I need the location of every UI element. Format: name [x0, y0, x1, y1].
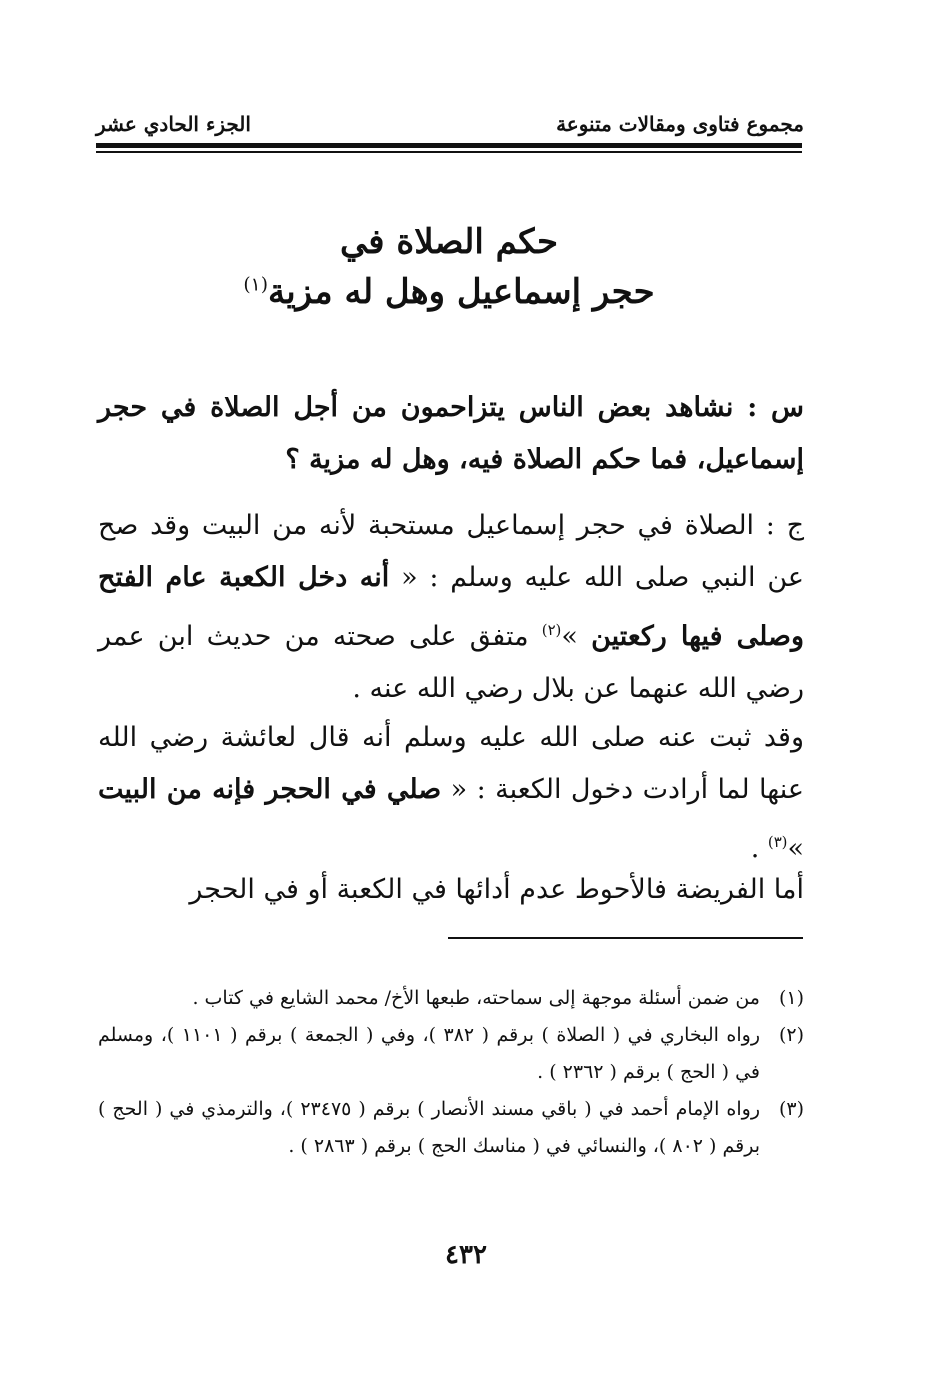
answer-1-footnote-ref: (٢)	[541, 621, 562, 639]
footnote-number: (٣)	[778, 1098, 804, 1120]
footnote-item	[98, 1017, 804, 1091]
footnote-text: من ضمن أسئلة موجهة إلى سماحته، طبعها الأخ/ محمد الشايع في كتاب .	[192, 987, 760, 1009]
answer-paragraph-3: أما الفريضة فالأحوط عدم أدائها في الكعبة أو في الحجر	[189, 874, 804, 905]
title-line-1: حكم الصلاة في	[339, 222, 559, 262]
title-line-2	[96, 272, 802, 312]
header-rule-thin	[96, 151, 802, 153]
answer-2-quote-close: »	[787, 833, 804, 864]
title-footnote-ref: (١)	[243, 274, 268, 296]
answer-paragraph-1	[98, 500, 804, 715]
footnote-item	[98, 980, 804, 1017]
header-rule-thick	[96, 143, 802, 148]
title-line-2-text: حجر إسماعيل وهل له مزية	[267, 272, 655, 312]
page-number: ٤٣٢	[445, 1240, 487, 1270]
answer-2-end: .	[750, 833, 768, 864]
footnotes	[98, 980, 804, 1165]
running-header-volume: الجزء الحادي عشر	[96, 112, 251, 136]
footnote-text: رواه الإمام أحمد في ( باقي مسند الأنصار ) برقم ( ٢٣٤٧٥ )، والترمذي في ( الحج ) برقم ( ٨٠٢ )، والنسائي في ( مناسك الحج ) برقم ( ٢٨٦٣ ) .	[98, 1098, 760, 1157]
answer-2-intro: وقد ثبت عنه صلى الله عليه وسلم أنه قال لعائشة رضي الله عنها لما أرادت دخول الكعبة : «	[98, 722, 804, 805]
footnote-text: رواه البخاري في ( الصلاة ) برقم ( ٣٨٢ )، وفي ( الجمعة ) برقم ( ١١٠١ )، ومسلم في ( الحج ) برقم ( ٢٣٦٢ ) .	[98, 1024, 760, 1083]
running-header-book-title: مجموع فتاوى ومقالات متنوعة	[556, 112, 804, 136]
answer-2-hadith-quote: صلي في الحجر فإنه من البيت	[98, 774, 442, 805]
answer-1-hadith-quote: أنه دخل الكعبة عام الفتح وصلى فيها ركعتين	[98, 562, 804, 652]
answer-1-intro: ج : الصلاة في حجر إسماعيل مستحبة لأنه من البيت وقد صح عن النبي صلى الله عليه وسلم : «	[98, 510, 804, 593]
answer-1-quote-close: »	[561, 621, 592, 652]
footnote-number: (١)	[778, 987, 804, 1009]
footnote-number: (٢)	[778, 1024, 804, 1046]
answer-1-rest: متفق على صحته من حديث ابن عمر رضي الله عنهما عن بلال رضي الله عنه .	[98, 621, 804, 704]
footnote-separator	[448, 937, 803, 939]
answer-paragraph-2	[98, 712, 804, 875]
question-paragraph: س : نشاهد بعض الناس يتزاحمون من أجل الصلاة في حجر إسماعيل، فما حكم الصلاة فيه، وهل له مزية ؟	[98, 392, 804, 475]
answer-2-footnote-ref: (٣)	[767, 833, 788, 851]
footnote-item	[98, 1091, 804, 1165]
